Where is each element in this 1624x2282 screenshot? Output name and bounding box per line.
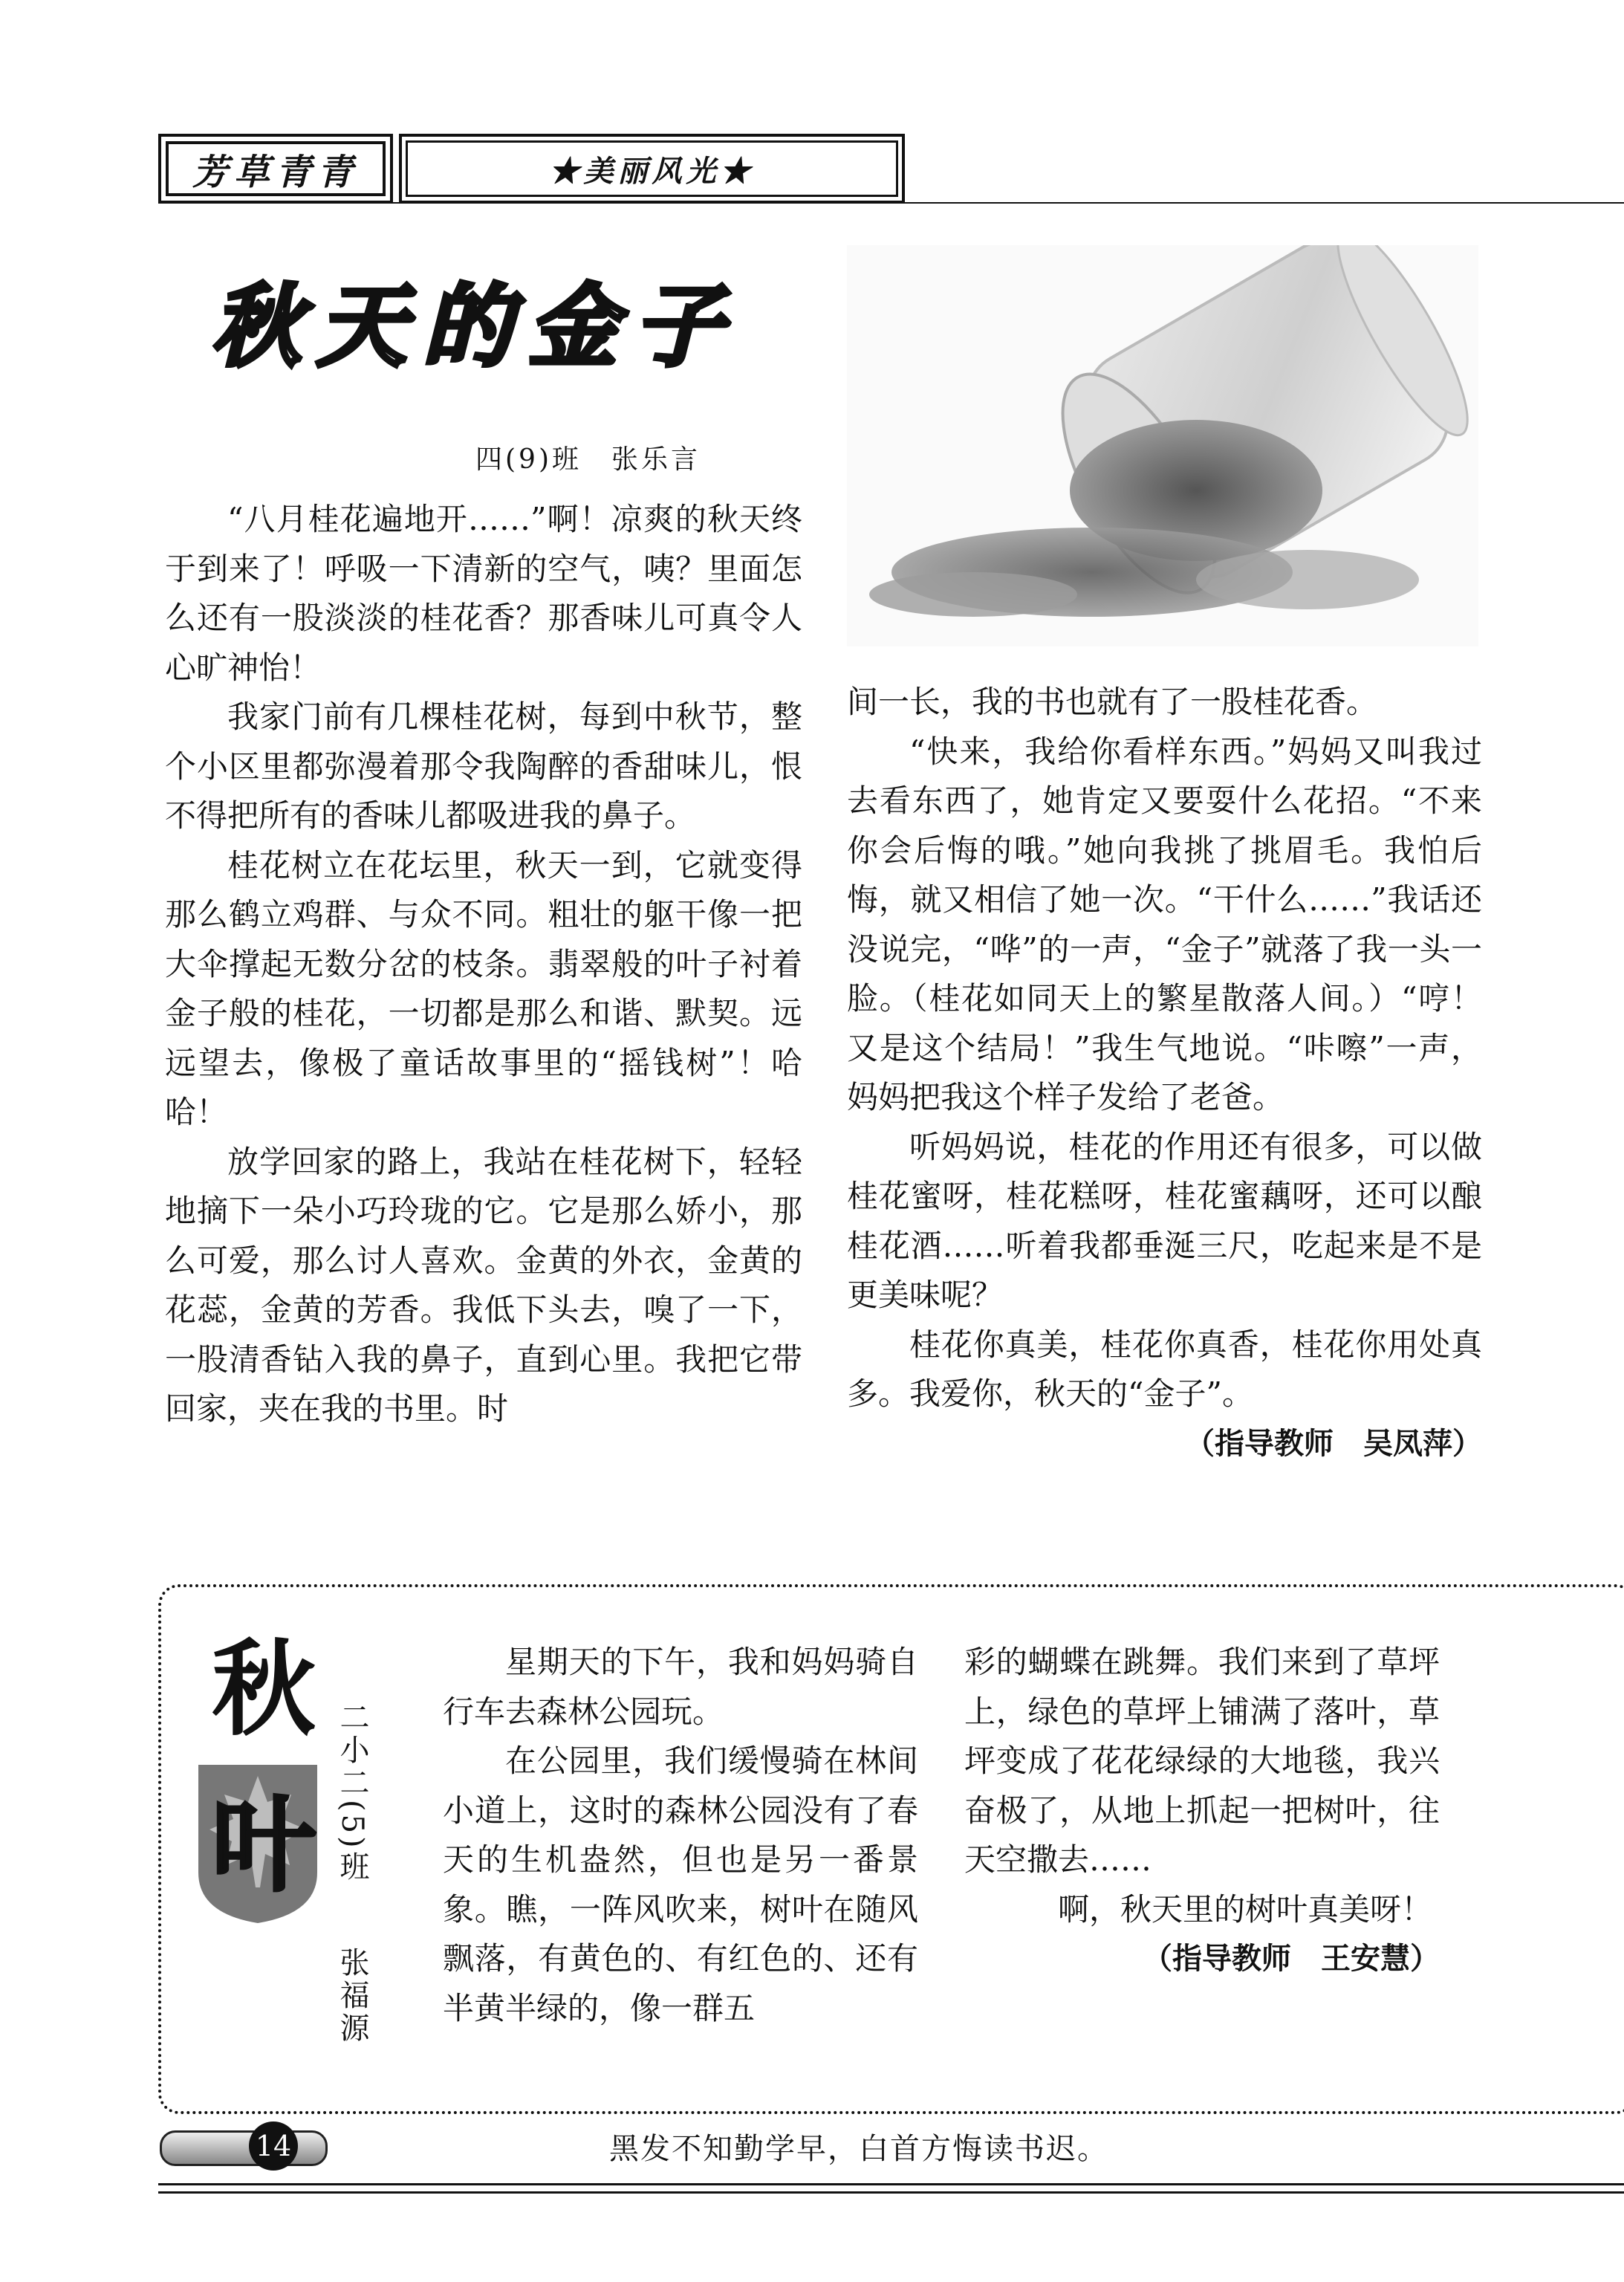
footer-rule <box>158 2183 1624 2185</box>
article2-title-char-1: 秋 <box>212 1630 316 1751</box>
article-title: 秋天的金子 <box>212 274 739 379</box>
page-number-tab <box>160 2130 328 2166</box>
paragraph: “快来，我给你看样东西。”妈妈又叫我过去看东西了，她肯定又要耍什么花招。“不来你会后悔的哦。”她向我挑了挑眉毛。我怕后悔，就又相信了她一次。“干什么……”我话还没说完，“哗”的一声，“金子”就落了我一头一脸。（桂花如同天上的繁星散落人间。）“哼！又是这个结局！”我生气地说。“咔嚓”一声，妈妈把我这个样子发给了老爸。 <box>847 733 1482 1115</box>
article2-author: 张福源 <box>335 1947 369 2045</box>
header-rule <box>158 202 1624 204</box>
footer-motto: 黑发不知勤学早，白首方悔读书迟。 <box>609 2132 1108 2166</box>
paragraph: 在公园里，我们缓慢骑在林间小道上，这时的森林公园没有了春天的生机盎然，但也是另一番景象。瞧，一阵风吹来，树叶在随风飘落，有黄色的、有红色的、还有半黄半绿的，像一群五 <box>443 1743 918 2026</box>
article2-title-char-2: 叶 <box>212 1786 316 1907</box>
paragraph: 听妈妈说，桂花的作用还有很多，可以做桂花蜜呀，桂花糕呀，桂花蜜藕呀，还可以酿桂花酒……听着我都垂涎三尺，吃起来是不是更美味呢？ <box>847 1128 1482 1313</box>
article2-column-left <box>443 1638 918 2033</box>
teacher-credit: （指导教师 吴凤萍） <box>1185 1426 1482 1461</box>
osmanthus-jar-photo <box>847 245 1478 646</box>
paragraph: 桂花树立在花坛里，秋天一到，它就变得那么鹤立鸡群、与众不同。粗壮的躯干像一把大伞撑起无数分岔的枝条。翡翠般的叶子衬着金子般的桂花，一切都是那么和谐、默契。远远望去，像极了童话故事里的“摇钱树”！哈哈！ <box>165 846 802 1130</box>
footer-rule <box>158 2191 1624 2194</box>
paragraph: 桂花你真美，桂花你真香，桂花你用处真多。我爱你，秋天的“金子”。 <box>847 1326 1482 1412</box>
page-number: 14 <box>249 2121 298 2171</box>
article2-class: 二小二(5)班 <box>335 1702 369 1884</box>
paragraph: 放学回家的路上，我站在桂花树下，轻轻地摘下一朵小巧玲珑的它。它是那么娇小，那么可爱，那么讨人喜欢。金黄的外衣，金黄的花蕊，金黄的芳香。我低下头去，嗅了一下，一股清香钻入我的鼻子，直到心里。我把它带回家，夹在我的书里。时 <box>165 1143 802 1427</box>
paragraph: “八月桂花遍地开……”啊！凉爽的秋天终于到来了！呼吸一下清新的空气，咦？里面怎么还有一股淡淡的桂花香？那香味儿可真令人心旷神怡！ <box>165 501 802 686</box>
article2-column-right <box>964 1638 1440 1984</box>
paragraph: 啊，秋天里的树叶真美呀！ <box>1058 1890 1433 1928</box>
paragraph-continuation: 彩的蝴蝶在跳舞。我们来到了草坪上，绿色的草坪上铺满了落叶，草坪变成了花花绿绿的大地毯，我兴奋极了，从地上抓起一把树叶，往天空撒去…… <box>964 1644 1440 1878</box>
paragraph: 我家门前有几棵桂花树，每到中秋节，整个小区里都弥漫着那令我陶醉的香甜味儿，恨不得把所有的香味儿都吸进我的鼻子。 <box>165 698 802 834</box>
column-name-box <box>158 134 393 204</box>
paragraph: 星期天的下午，我和妈妈骑自行车去森林公园玩。 <box>443 1644 918 1730</box>
section-name: ★美丽风光★ <box>549 153 755 189</box>
article-column-left <box>165 495 802 1434</box>
article-byline: 四(9)班 张乐言 <box>475 444 701 475</box>
column-name: 芳草青青 <box>192 151 359 193</box>
section-name-box <box>399 134 905 204</box>
paragraph-continuation: 间一长，我的书也就有了一股桂花香。 <box>847 684 1378 720</box>
teacher-credit: （指导教师 王安慧） <box>1143 1942 1440 1976</box>
article-column-right <box>847 678 1482 1468</box>
